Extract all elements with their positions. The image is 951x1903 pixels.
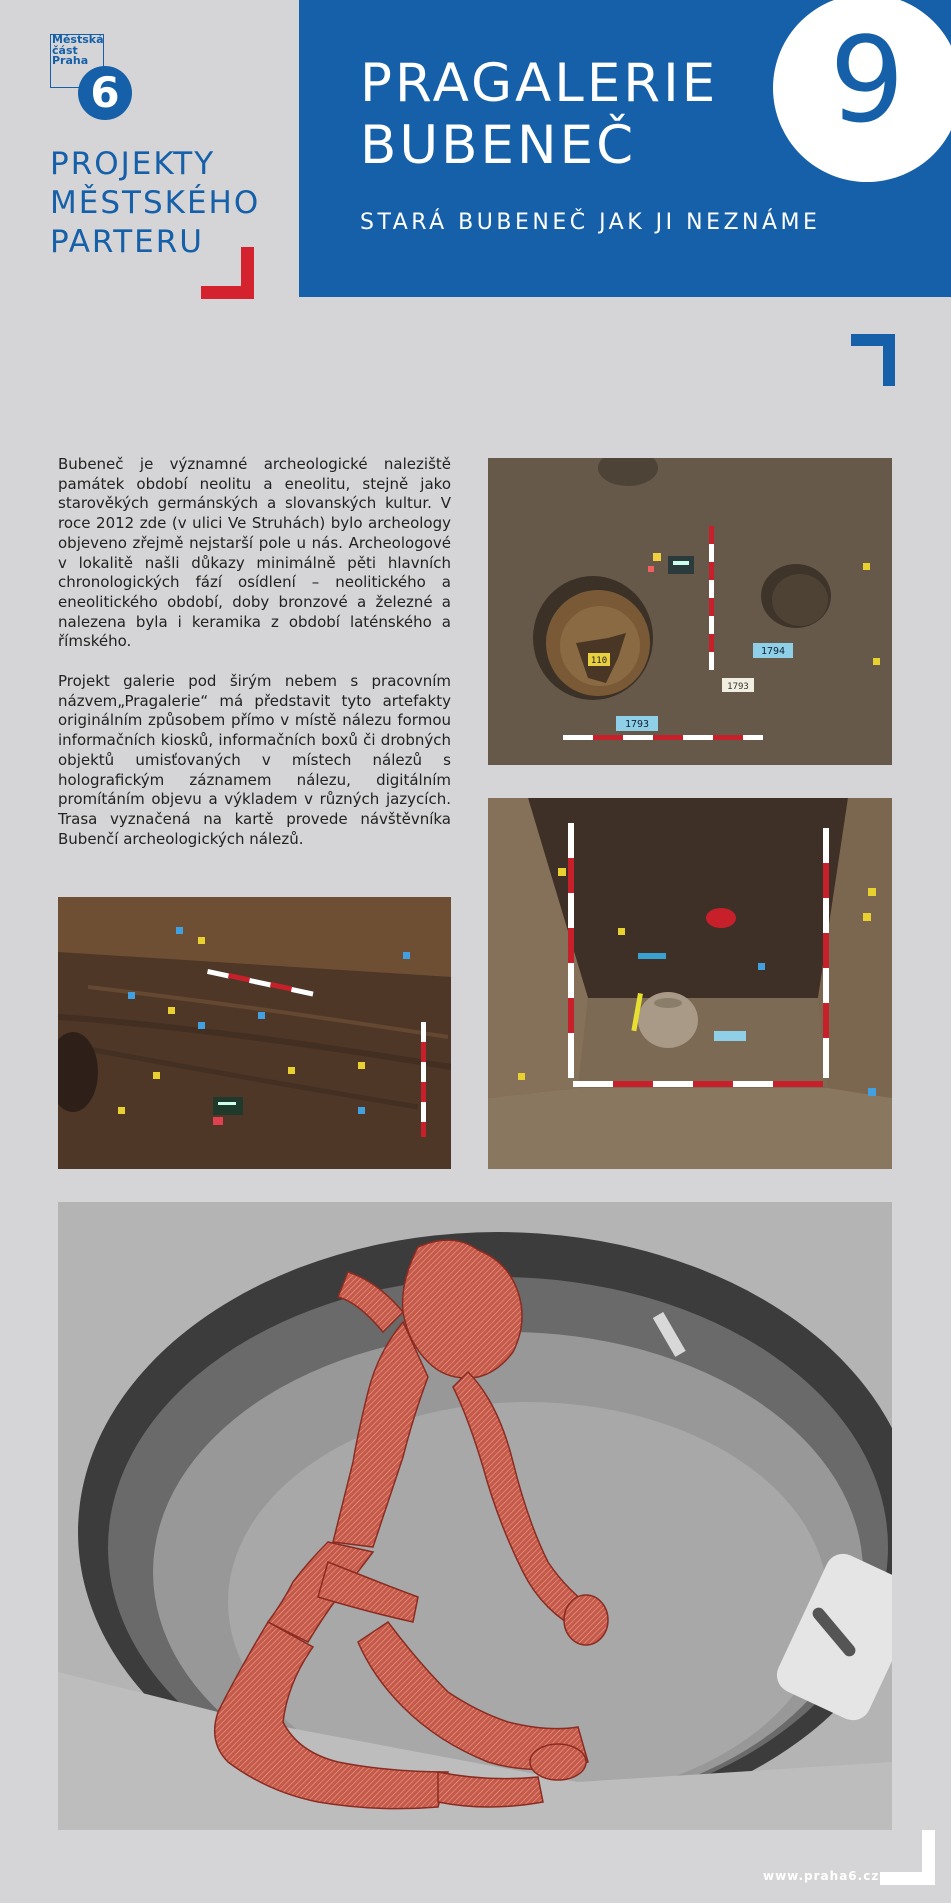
photo-grave-skeleton: [58, 1202, 892, 1830]
pit-label-tag: 1794: [760, 646, 786, 657]
pit-label-tag: 110: [590, 656, 608, 666]
panel-number-badge: 9: [773, 0, 951, 182]
logo-text: [52, 35, 104, 67]
photo-trench-vessel-image: [488, 798, 892, 1169]
section-title: [50, 145, 270, 262]
page-title: [360, 53, 860, 177]
photo-trench-floor-image: [58, 897, 451, 1169]
section-title-line: MĚSTSKÉHO: [50, 185, 261, 221]
red-corner-mark: [201, 286, 254, 299]
blue-corner-mark: [883, 334, 895, 386]
page-title-line: PRAGALERIE: [360, 53, 719, 114]
website-url: www.praha6.cz: [763, 1869, 880, 1883]
body-text: [58, 455, 451, 869]
page-subtitle: STARÁ BUBENEČ JAK JI NEZNÁME: [360, 210, 821, 235]
photo-trench-vessel: [488, 798, 892, 1169]
pit-label-tag: 1793: [624, 719, 650, 730]
page-title-line: BUBENEČ: [360, 115, 637, 176]
logo-number-circle: 6: [78, 66, 132, 120]
logo-line: Praha: [52, 54, 89, 67]
body-paragraph: Projekt galerie pod širým nebem s pracovním názvem„Pragalerie“ má představit tyto artefakty originálním způsobem přímo v místě nálezu formou informačních kiosků, informačních boxů či drobných objektů umisťovaných v místech nálezů s holografickým záznamem nálezu, digitálním promítáním objevu a výkladem v různých jazycích. Trasa vyznačená na kartě provede návštěvníka Bubenčí archeologických nálezů.: [58, 672, 451, 848]
photo-trench-floor: [58, 897, 451, 1169]
section-title-line: PARTERU: [50, 224, 204, 260]
photo-grave-skeleton-image: [58, 1202, 892, 1830]
section-title-line: PROJEKTY: [50, 146, 216, 182]
logo-line: Městská: [52, 33, 104, 46]
body-paragraph: Bubeneč je významné archeologické naleziště památek období neolitu a eneolitu, stejně jako starověkých germánských a slovanských kultur. V roce 2012 zde (v ulici Ve Struhách) bylo archeology objeveno zřejmě nejstarší pole u nás. Archeologové v lokalitě našli důkazy minimálně pěti hlavních chronologických fází osídlení – neolitického a eneolitického období, doby bronzové a železné a nalezena byla i keramika z období laténského a římského.: [58, 455, 451, 651]
pit-label-tag: 1793: [727, 682, 749, 692]
logo-line: část: [52, 43, 78, 57]
white-corner-mark: [880, 1872, 935, 1885]
photo-excavation-pit-image: [488, 458, 892, 765]
photo-excavation-pit: [488, 458, 892, 765]
